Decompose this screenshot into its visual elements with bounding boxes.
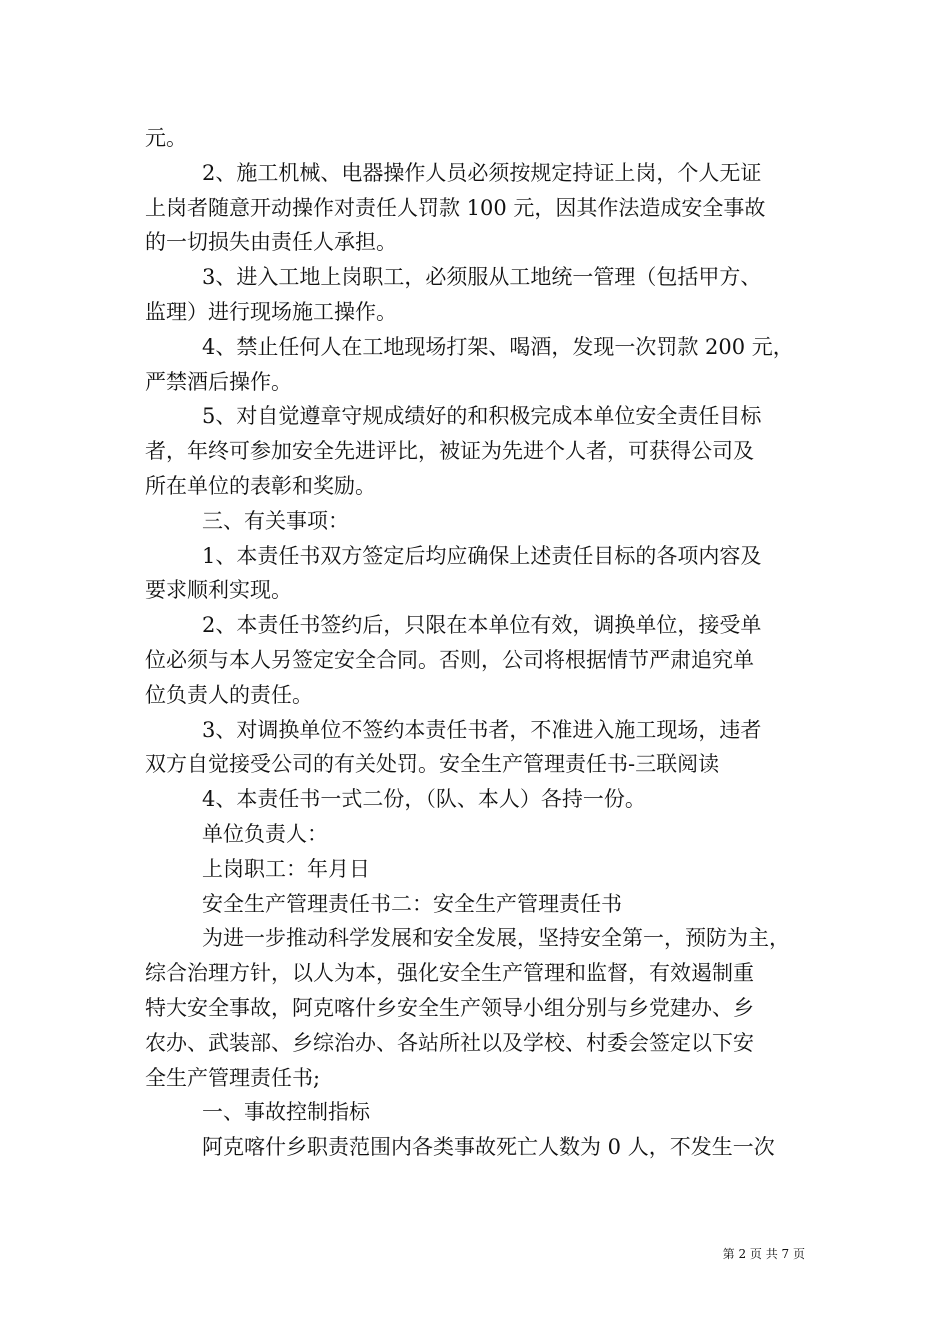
document-body	[145, 121, 807, 1165]
text-line: 1、本责任书双方签定后均应确保上述责任目标的各项内容及	[202, 543, 762, 568]
text-line: 全生产管理责任书;	[145, 1065, 321, 1090]
text-line: 综合治理方针，以人为本，强化安全生产管理和监督，有效遏制重	[145, 961, 754, 986]
text-line: 为进一步推动科学发展和安全发展，坚持安全第一，预防为主，	[202, 926, 790, 951]
text-line: 特大安全事故，阿克喀什乡安全生产领导小组分别与乡党建办、乡	[145, 995, 754, 1020]
page-number: 第 2 页 共 7 页	[722, 1247, 805, 1261]
text-line: 的一切损失由责任人承担。	[145, 230, 397, 255]
text-line: 4、禁止任何人在工地现场打架、喝酒，发现一次罚款 200 元，	[202, 334, 794, 359]
text-line: 5、对自觉遵章守规成绩好的和积极完成本单位安全责任目标	[202, 404, 762, 429]
text-line: 元。	[145, 126, 187, 150]
text-line: 3、对调换单位不签约本责任书者，不准进入施工现场，违者	[202, 717, 762, 742]
text-line: 严禁酒后操作。	[145, 369, 292, 394]
text-line: 安全生产管理责任书二：安全生产管理责任书	[202, 891, 622, 916]
text-line: 单位负责人：	[202, 821, 328, 846]
text-line: 监理）进行现场施工操作。	[145, 299, 397, 324]
text-line: 所在单位的表彰和奖励。	[145, 473, 376, 498]
text-line: 4、本责任书一式二份，（队、本人）各持一份。	[202, 787, 646, 812]
text-line: 双方自觉接受公司的有关处罚。安全生产管理责任书-三联阅读	[145, 752, 720, 777]
text-line: 3、进入工地上岗职工，必须服从工地统一管理（包括甲方、	[202, 265, 762, 290]
text-line: 位必须与本人另签定安全合同。否则，公司将根据情节严肃追究单	[145, 647, 754, 672]
text-line: 三、有关事项：	[202, 508, 349, 533]
text-line: 者，年终可参加安全先进评比，被证为先进个人者，可获得公司及	[145, 439, 754, 464]
text-line: 上岗职工：年月日	[202, 856, 370, 881]
text-line: 2、施工机械、电器操作人员必须按规定持证上岗，个人无证	[202, 160, 762, 185]
text-line: 位负责人的责任。	[145, 682, 313, 707]
text-line: 要求顺利实现。	[145, 578, 292, 603]
text-line: 上岗者随意开动操作对责任人罚款 100 元，因其作法造成安全事故	[145, 195, 766, 220]
text-line: 2、本责任书签约后，只限在本单位有效，调换单位，接受单	[202, 613, 762, 638]
text-line: 阿克喀什乡职责范围内各类事故死亡人数为 0 人，不发生一次	[202, 1135, 775, 1160]
text-line: 一、事故控制指标	[202, 1100, 370, 1125]
text-line: 农办、武装部、乡综治办、各站所社以及学校、村委会签定以下安	[145, 1030, 754, 1055]
